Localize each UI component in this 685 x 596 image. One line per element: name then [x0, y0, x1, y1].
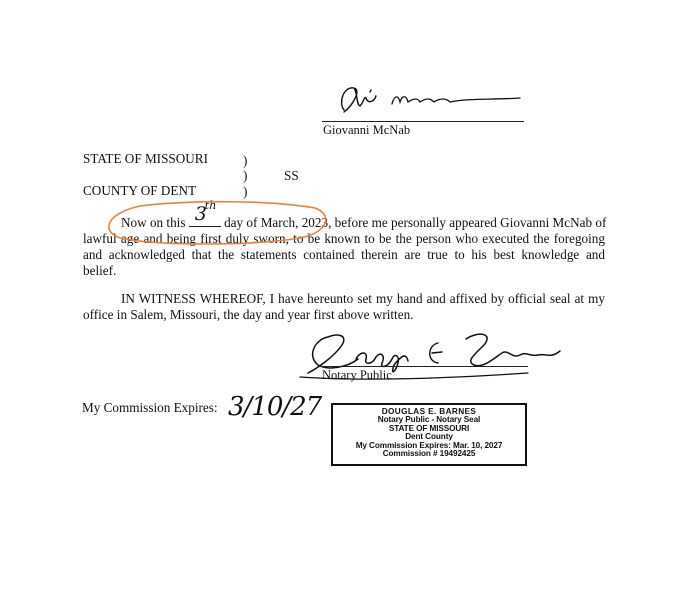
post-day-text: day of March, 2023, before me personally appeared Giovanni McNab of	[224, 215, 607, 230]
venue-paren-2: )	[243, 168, 248, 183]
venue-state: STATE OF MISSOURI	[83, 151, 208, 166]
stamp-line-5: My Commission Expires: Mar. 10, 2027	[355, 440, 503, 450]
signer-signature-line	[322, 121, 524, 122]
witness-line-1: IN WITNESS WHEREOF, I have hereunto set my hand and affixed by official seal at my	[121, 291, 605, 306]
stamp-line-2: Notary Public - Notary Seal	[377, 415, 481, 425]
acknowledgment-line-3: and acknowledged that the statements contained therein are true to his best knowledge and	[83, 247, 605, 262]
witness-paragraph	[83, 291, 605, 323]
annotation-circle	[100, 198, 332, 250]
commission-date-handwritten: 3/10/27	[228, 392, 322, 422]
notary-signature-line	[318, 366, 528, 367]
day-handwritten: 3	[194, 203, 207, 225]
venue-county: COUNTY OF DENT	[83, 183, 197, 198]
day-suffix-handwritten: th	[204, 199, 217, 212]
signer-name: Giovanni McNab	[323, 123, 411, 137]
notary-title: Notary Public	[322, 368, 392, 382]
notary-stamp	[331, 403, 527, 466]
venue-paren-3: )	[243, 184, 248, 199]
witness-line-2: office in Salem, Missouri, the day and year first above written.	[83, 307, 414, 322]
stamp-line-4: Dent County	[405, 432, 453, 442]
acknowledgment-line-2: lawful age and being first duly sworn, to be known to be the person who executed the foregoing	[83, 231, 605, 246]
stamp-line-3: STATE OF MISSOURI	[388, 423, 470, 433]
pre-day-text: Now on this	[121, 215, 186, 230]
acknowledgment-line-4: belief.	[83, 263, 117, 278]
venue-paren-1: )	[243, 153, 248, 168]
stamp-line-1: DOUGLAS E. BARNES	[381, 407, 477, 416]
venue-ss: SS	[284, 168, 299, 183]
commission-label: My Commission Expires:	[82, 400, 218, 415]
signer-signature	[330, 80, 530, 120]
stamp-line-6: Commission # 19492425	[382, 449, 476, 459]
